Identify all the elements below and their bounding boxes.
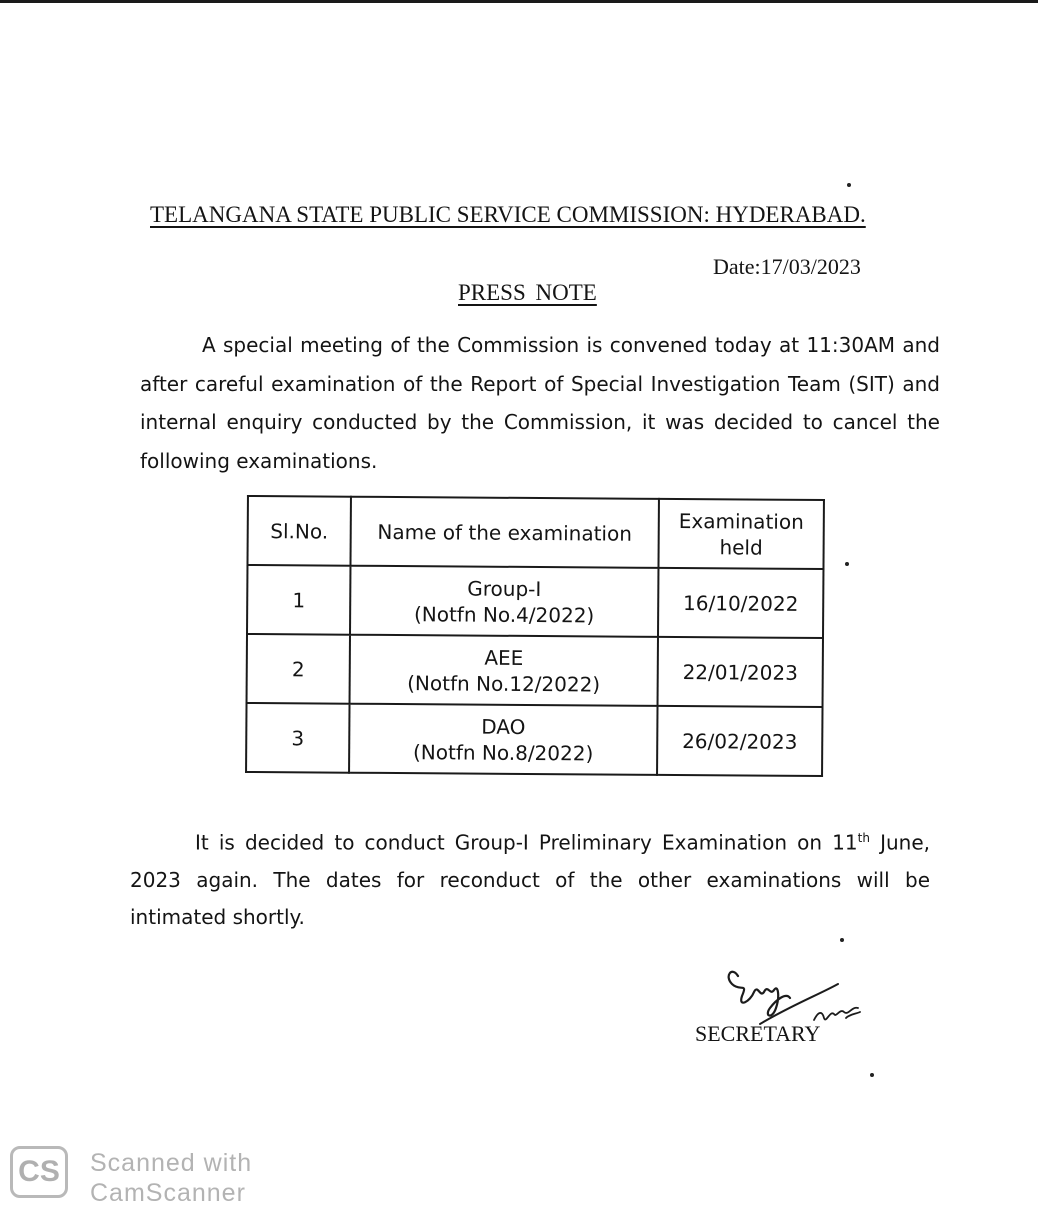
cell-exam-held: 16/10/2022	[658, 568, 823, 638]
cell-sl-no: 2	[247, 634, 350, 704]
cell-exam-name	[349, 704, 657, 775]
scan-speck	[870, 1073, 874, 1077]
table-header-row	[247, 496, 823, 569]
reconduct-text-start: It is decided to conduct Group-I Preliminary Examination on 11	[195, 830, 858, 855]
header-exam-name: Name of the examination	[350, 497, 658, 568]
cell-exam-name	[350, 635, 658, 706]
press-note-title: PRESS NOTE	[458, 280, 597, 305]
exam-name: DAO	[481, 714, 526, 739]
cell-sl-no: 3	[246, 703, 349, 773]
watermark-line-1: Scanned with	[90, 1149, 253, 1177]
cell-exam-held: 26/02/2023	[657, 706, 822, 776]
table-row	[246, 703, 822, 776]
header-sl-no: Sl.No.	[247, 496, 350, 566]
scanned-with-watermark	[90, 1148, 252, 1208]
press-note-date: Date:17/03/2023	[713, 254, 861, 279]
ordinal-suffix: th	[857, 831, 870, 845]
cell-exam-held: 22/01/2023	[658, 637, 823, 707]
exam-notification: (Notfn No.4/2022)	[413, 601, 595, 627]
exam-notification: (Notfn No.8/2022)	[412, 739, 594, 765]
intro-paragraph: A special meeting of the Commission is convened today at 11:30AM and after careful examination of the Report of Special Investigation Team (SIT) and internal enquiry conducted by the Commission, it was decided to cancel the following examinations.	[140, 333, 940, 473]
reconduct-paragraph	[130, 820, 930, 936]
scan-speck	[845, 562, 849, 566]
scan-top-edge	[0, 0, 1038, 3]
signatory-title: SECRETARY	[695, 1021, 821, 1046]
table-row	[247, 565, 823, 638]
cancelled-exams-table	[245, 495, 825, 777]
watermark-line-2: CamScanner	[90, 1179, 246, 1207]
scan-speck	[847, 183, 851, 187]
table-row	[247, 634, 823, 707]
exam-name: Group-I	[467, 576, 542, 601]
reconduct-text-end: June, 2023 again. The dates for reconduct of the other examinations will be intimated shortly.	[130, 830, 930, 929]
camscanner-logo: CS	[10, 1146, 68, 1198]
header-exam-held: Examination held	[658, 499, 823, 569]
cell-sl-no: 1	[247, 565, 350, 635]
cell-exam-name	[350, 566, 658, 637]
exam-name: AEE	[484, 645, 524, 670]
scan-speck	[840, 938, 844, 942]
exam-notification: (Notfn No.12/2022)	[407, 670, 601, 696]
commission-header: TELANGANA STATE PUBLIC SERVICE COMMISSION: HYDERABAD.	[150, 202, 866, 227]
